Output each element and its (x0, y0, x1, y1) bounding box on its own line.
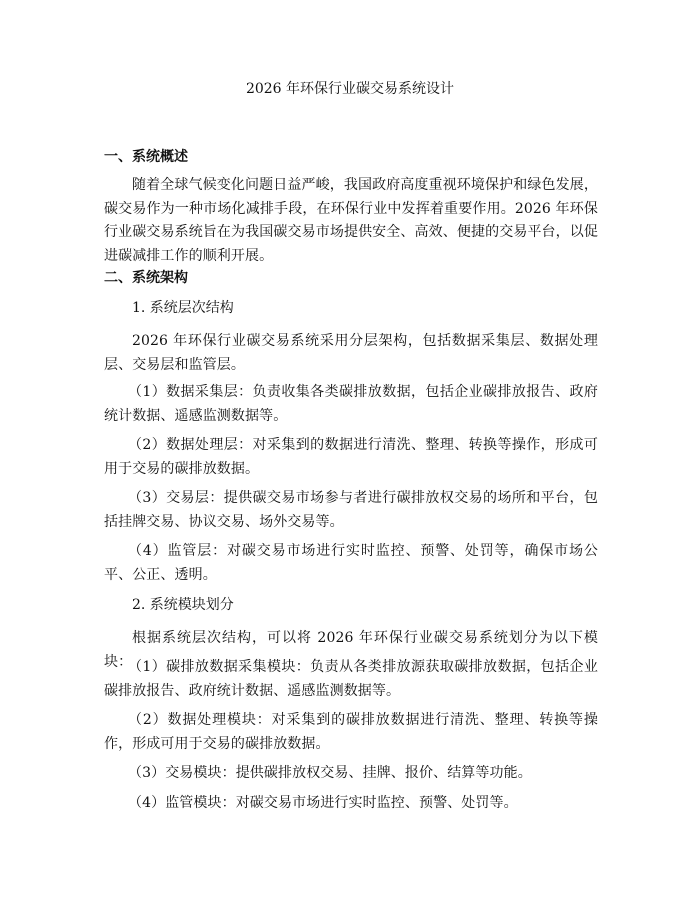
overview-paragraph: 随着全球气候变化问题日益严峻，我国政府高度重视环境保护和绿色发展，碳交易作为一种市场化减排手段，在环保行业中发挥着重要作用。2026 年环保行业碳交易系统旨在为我国碳交易市场提供安全、高效、便捷的交易平台，以促进碳减排工作的顺利开展。 (104, 177, 598, 264)
module-item-supervision: （4）监管模块：对碳交易市场进行实时监控、预警、处罚等。 (128, 795, 518, 811)
layer-item-trading: （3）交易层：提供碳交易市场参与者进行碳排放权交易的场所和平台，包括挂牌交易、协议交易、场外交易等。 (104, 490, 598, 530)
layer-structure-intro: 2026 年环保行业碳交易系统采用分层架构，包括数据采集层、数据处理层、交易层和监管层。 (104, 333, 598, 373)
subsection-heading-layer-structure: 1. 系统层次结构 (132, 300, 234, 316)
section-heading-architecture: 二、系统架构 (104, 270, 188, 286)
section-heading-overview: 一、系统概述 (104, 149, 188, 165)
document-title: 2026 年环保行业碳交易系统设计 (245, 81, 455, 97)
layer-item-data-collection: （1）数据采集层：负责收集各类碳排放数据，包括企业碳排放报告、政府统计数据、遥感监测数据等。 (104, 384, 598, 424)
module-item-data-collection: （1）碳排放数据采集模块：负责从各类排放源获取碳排放数据，包括企业碳排放报告、政府统计数据、遥感监测数据等。 (104, 659, 598, 699)
module-division-intro: 根据系统层次结构，可以将 2026 年环保行业碳交易系统划分为以下模块： (104, 630, 598, 670)
module-item-data-processing: （2）数据处理模块：对采集到的碳排放数据进行清洗、整理、转换等操作，形成可用于交易的碳排放数据。 (104, 712, 598, 752)
subsection-heading-module-division: 2. 系统模块划分 (132, 597, 234, 613)
layer-item-data-processing: （2）数据处理层：对采集到的数据进行清洗、整理、转换等操作，形成可用于交易的碳排放数据。 (104, 437, 598, 477)
layer-item-supervision: （4）监管层：对碳交易市场进行实时监控、预警、处罚等，确保市场公平、公正、透明。 (104, 543, 598, 583)
module-item-trading: （3）交易模块：提供碳排放权交易、挂牌、报价、结算等功能。 (128, 765, 532, 781)
